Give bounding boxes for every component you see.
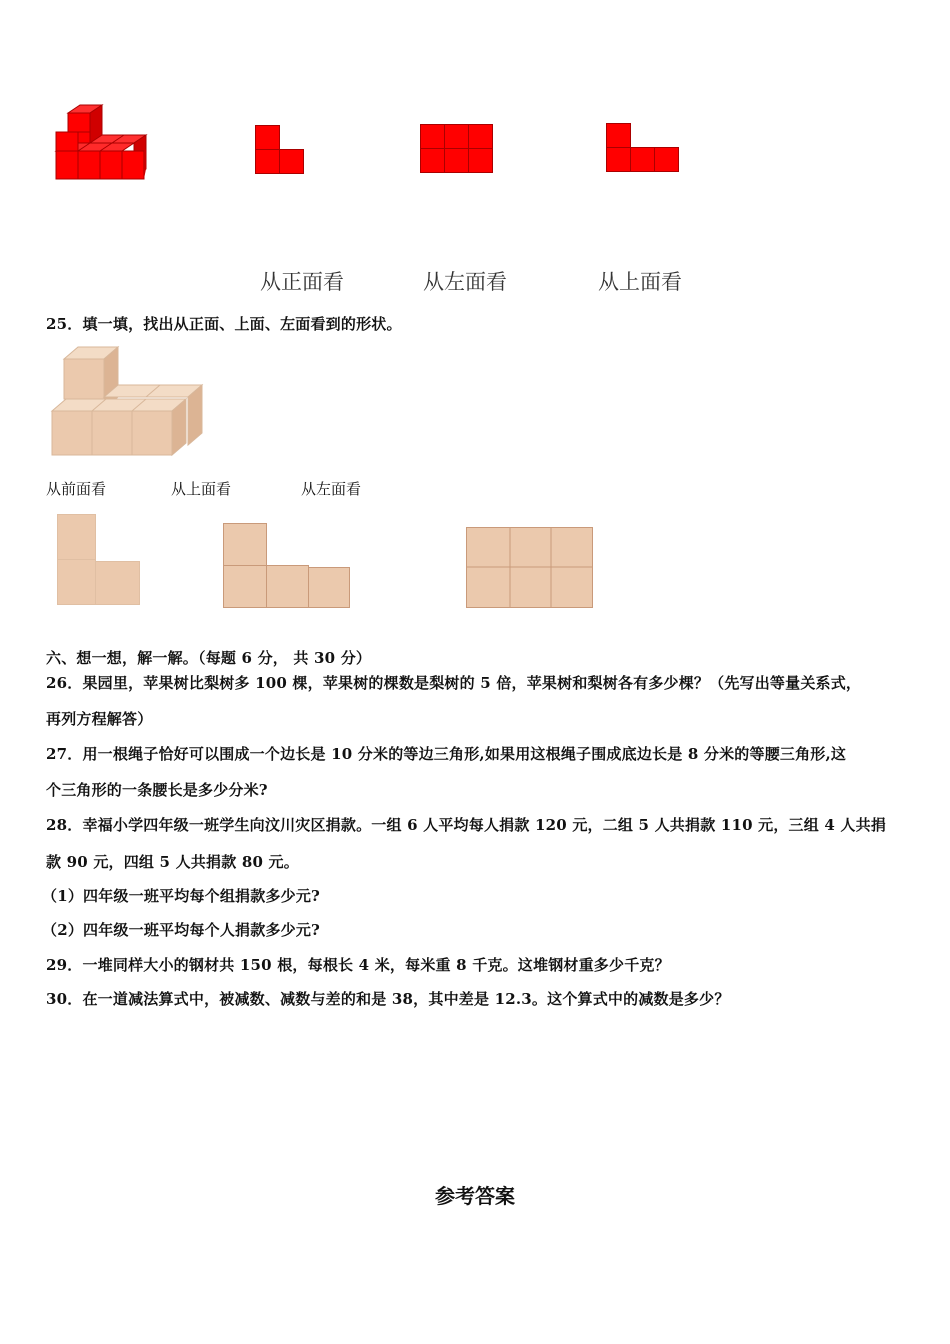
question-26-line2: 再列方程解答） — [46, 710, 153, 728]
question-27-line1: 27．用一根绳子恰好可以围成一个边长是 10 分米的等边三角形,如果用这根绳子围成底边长是 8 分米的等腰三角形,这 — [46, 745, 847, 763]
tan-top-view-shape — [223, 523, 351, 609]
question-28-line1: 28．幸福小学四年级一班学生向汶川灾区捐款。一组 6 人平均每人捐款 120 元，二组 5 人共捐款 110 元，三组 4 人共捐 — [46, 816, 887, 834]
red-front-view — [255, 125, 305, 175]
tan-cube-solid-figure — [50, 345, 205, 457]
label-left-view: 从左面看 — [423, 270, 507, 294]
label-front-view: 从正面看 — [260, 270, 344, 294]
tan-left-view-shape — [466, 527, 594, 609]
label-from-front: 从前面看 — [46, 480, 107, 498]
answer-title: 参考答案 — [435, 1184, 515, 1208]
question-28-sub2: （2）四年级一班平均每个人捐款多少元? — [42, 921, 321, 939]
label-from-top: 从上面看 — [171, 480, 232, 498]
tan-front-view-shape — [57, 514, 141, 606]
red-cube-solid-figure — [50, 105, 160, 185]
question-26-line1: 26．果园里，苹果树比梨树多 100 棵，苹果树的棵数是梨树的 5 倍，苹果树和梨树各有多少棵？（先写出等量关系式， — [46, 674, 862, 692]
label-top-view: 从上面看 — [598, 270, 682, 294]
question-27-line2: 个三角形的一条腰长是多少分米? — [46, 781, 268, 799]
question-29: 29．一堆同样大小的钢材共 150 根，每根长 4 米，每米重 8 千克。这堆钢材重多少千克？ — [46, 956, 670, 974]
label-from-left: 从左面看 — [301, 480, 362, 498]
question-28-sub1: （1）四年级一班平均每个组捐款多少元? — [42, 887, 321, 905]
question-30: 30．在一道减法算式中，被减数、减数与差的和是 38，其中差是 12.3。这个算式中的减数是多少？ — [46, 990, 730, 1008]
red-top-view — [606, 123, 680, 173]
question-25: 25．填一填，找出从正面、上面、左面看到的形状。 — [46, 315, 402, 333]
question-28-line2: 款 90 元，四组 5 人共捐款 80 元。 — [46, 853, 299, 871]
section-6-heading: 六、想一想，解一解。（每题 6 分， 共 30 分） — [46, 649, 372, 667]
red-left-view — [420, 124, 494, 174]
